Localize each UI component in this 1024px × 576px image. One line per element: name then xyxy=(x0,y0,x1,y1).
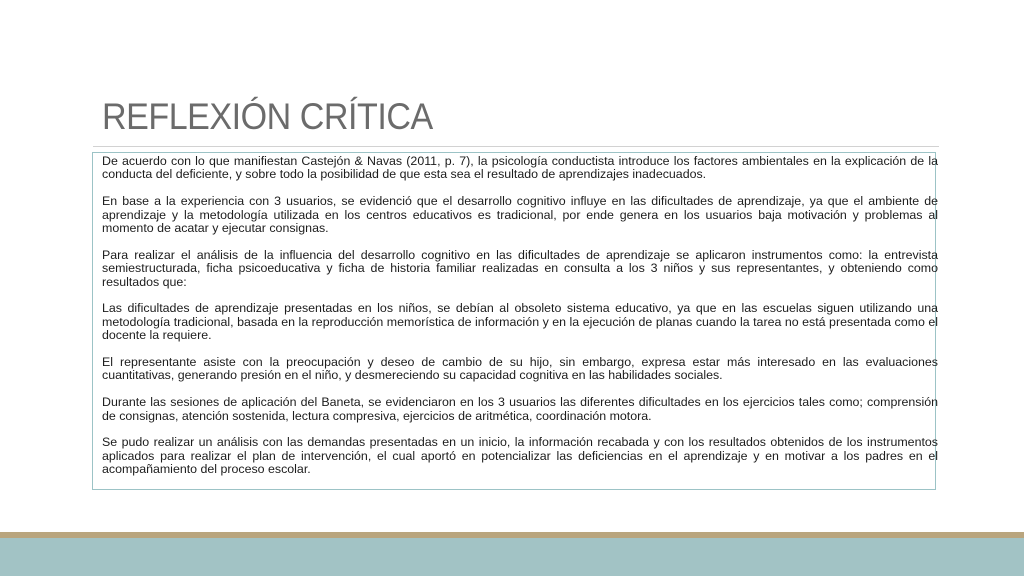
paragraph-5: El representante asiste con la preocupación y deseo de cambio de su hijo, sin embargo, expresa estar más interesado en las evaluaciones cuantitativas, generando presión en el niño, y desmereciendo su capacidad cognitiva en las habilidades sociales. xyxy=(102,355,938,383)
paragraph-4: Las dificultades de aprendizaje presentadas en los niños, se debían al obsoleto sistema educativo, ya que en las escuelas siguen utilizando una metodología tradicional, basada en la reproducción memorística de información y en la ejecución de planas cuando la tarea no está presentada como el docente la requiere. xyxy=(102,301,938,343)
slide-title: REFLEXIÓN CRÍTICA xyxy=(102,96,433,137)
paragraph-7: Se pudo realizar un análisis con las demandas presentadas en un inicio, la información recabada y con los resultados obtenidos de los instrumentos aplicados para realizar el plan de intervención, el cual aportó en potencializar las deficiencias en el aprendizaje y en motivar a los padres en el acompañamiento del proceso escolar. xyxy=(102,435,938,477)
body-text xyxy=(102,155,938,477)
title-divider xyxy=(93,146,939,147)
paragraph-6: Durante las sesiones de aplicación del Baneta, se evidenciaron en los 3 usuarios las diferentes dificultades en los ejercicios tales como; comprensión de consignas, atención sostenida, lectura compresiva, ejercicios de aritmética, coordinación motora. xyxy=(102,395,938,423)
paragraph-2: En base a la experiencia con 3 usuarios, se evidenció que el desarrollo cognitivo influye en las dificultades de aprendizaje, ya que el ambiente de aprendizaje y la metodología utilizada en los centros educativos es tradicional, por ende genera en los usuarios baja motivación y problemas al momento de acatar y ejecutar consignas. xyxy=(102,194,938,236)
paragraph-1: De acuerdo con lo que manifiestan Castejón & Navas (2011, p. 7), la psicología conductista introduce los factores ambientales en la explicación de la conducta del deficiente, y sobre todo la posibilidad de que esta sea el resultado de aprendizajes inadecuados. xyxy=(102,154,938,182)
footer-bar xyxy=(0,538,1024,576)
paragraph-3: Para realizar el análisis de la influencia del desarrollo cognitivo en las dificultades de aprendizaje se aplicaron instrumentos como: la entrevista semiestructurada, ficha psicoeducativa y ficha de historia familiar realizadas en consulta a los 3 niños y sus representantes, y obteniendo como resultados que: xyxy=(102,247,938,289)
